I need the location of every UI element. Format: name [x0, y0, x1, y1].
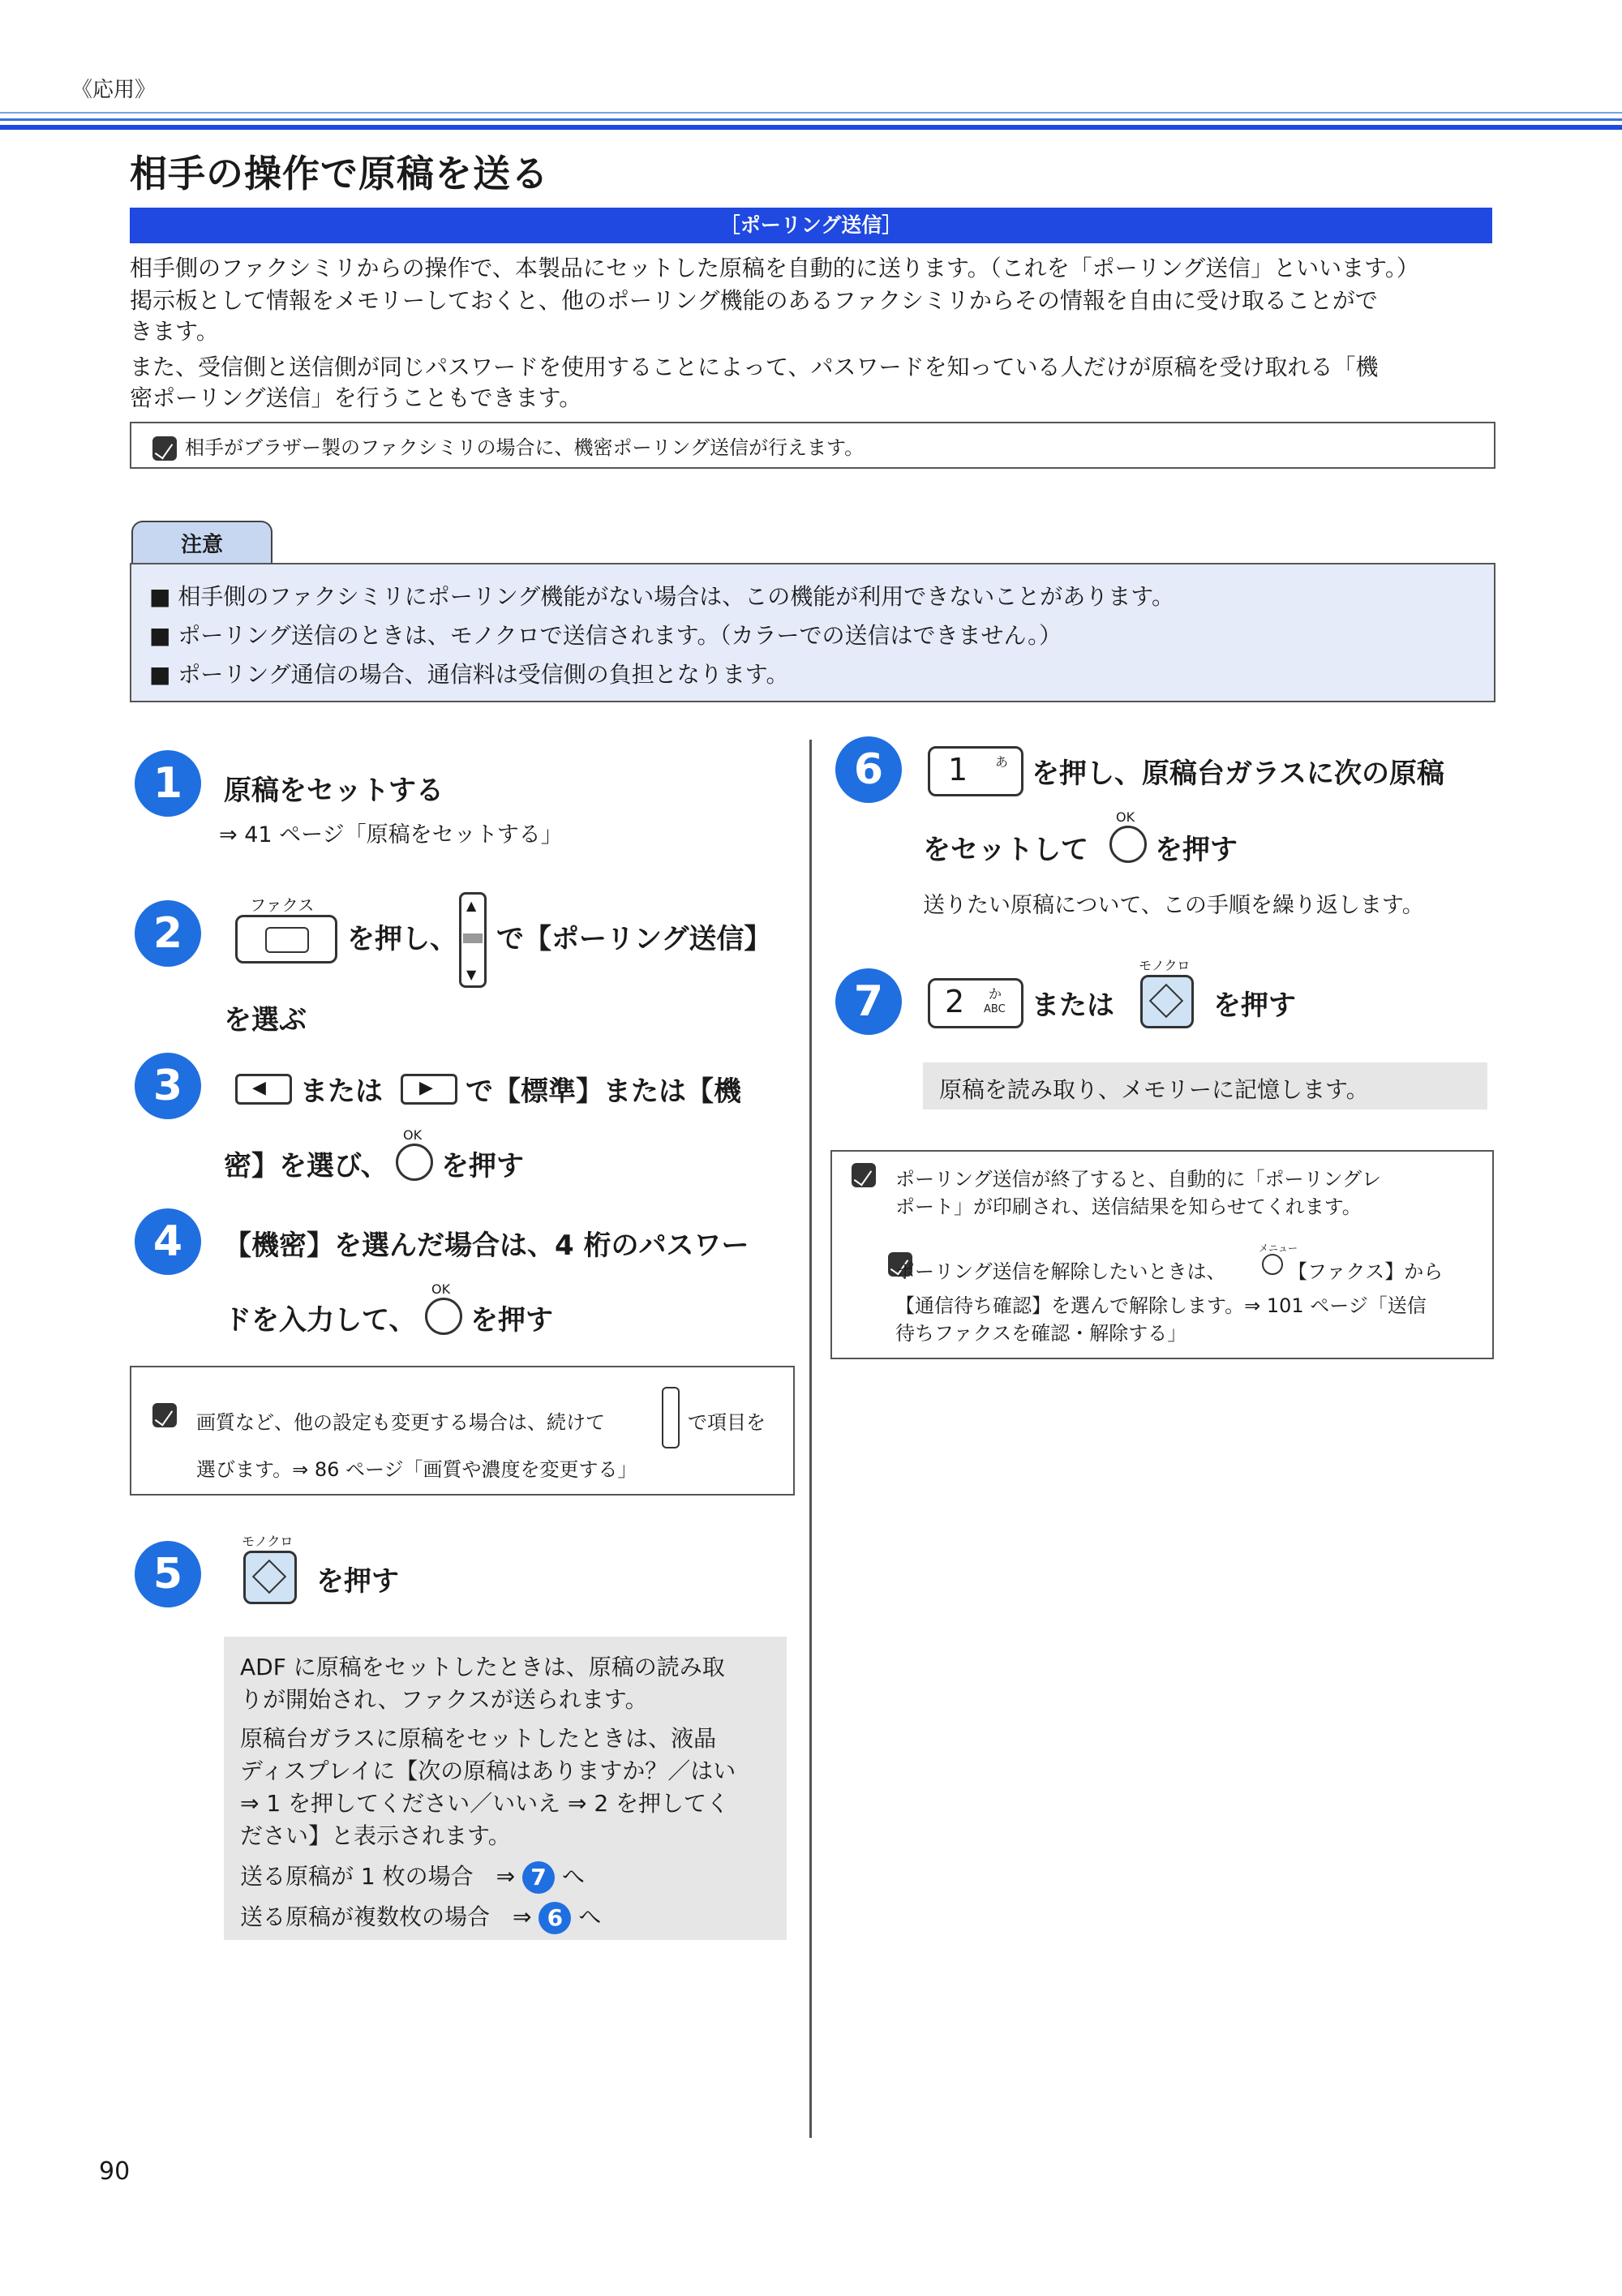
memo-icon	[152, 1403, 177, 1427]
key-1-label: 1	[948, 752, 968, 788]
mono-start-key[interactable]	[243, 1551, 297, 1604]
memo-icon	[152, 436, 177, 461]
key-2-letters: ABC	[984, 1003, 1006, 1015]
section-banner: ［ポーリング送信］	[130, 208, 1492, 243]
step6-text-b: をセットして	[923, 834, 1088, 866]
top-note-text: 相手がブラザー製のファクシミリの場合に、機密ポーリング送信が行えます。	[185, 436, 865, 459]
left-note	[130, 1366, 795, 1496]
up-arrow-icon: ▲	[466, 898, 477, 913]
mono-start-key[interactable]	[1140, 975, 1194, 1028]
key-1-kana: あ	[995, 754, 1009, 770]
right-arrow-icon: ▶	[419, 1078, 433, 1098]
page-title: 相手の操作で原稿を送る	[130, 152, 549, 195]
intro-line-3: きます。	[130, 318, 219, 345]
route-text: 送る原稿が 1 枚の場合 ⇒	[240, 1863, 516, 1890]
step5-info-box	[224, 1637, 787, 1940]
menu-key-caption: メニュー	[1259, 1242, 1298, 1254]
section-label: 《応用》	[71, 78, 157, 102]
memo-icon	[852, 1163, 876, 1187]
caution-tab: 注意	[131, 521, 272, 566]
right-note-line: ポート」が印刷され、送信結果を知らせてくれます。	[895, 1195, 1362, 1218]
fax-key-caption: ファクス	[250, 895, 315, 915]
info-line: ださい】と表示されます。	[240, 1822, 511, 1849]
right-note	[830, 1150, 1494, 1359]
intro-line-5: 密ポーリング送信」を行うこともできます。	[130, 384, 582, 411]
caution-box	[130, 563, 1495, 702]
caution-item: ■ 相手側のファクシミリにポーリング機能がない場合は、この機能が利用できないことがあります。	[149, 583, 1175, 610]
fax-key[interactable]	[235, 915, 337, 963]
key-2-label: 2	[945, 984, 965, 1019]
step1-text: 原稿をセットする	[224, 775, 444, 807]
ok-key[interactable]	[1109, 826, 1147, 863]
key-2-kana: か	[989, 986, 1002, 1002]
step3-text-d: を押す	[441, 1150, 524, 1182]
step1-ref: ⇒ 41 ページ「原稿をセットする」	[219, 822, 563, 848]
left-note-text-b: で項目を	[688, 1411, 766, 1434]
header-rule-thick	[0, 125, 1622, 130]
right-note-line: ポーリング送信を解除したいときは、	[895, 1260, 1226, 1283]
menu-key	[1262, 1254, 1283, 1275]
key-1[interactable]	[928, 746, 1023, 796]
updown-key[interactable]	[459, 892, 487, 988]
intro-line-2: 掲示板として情報をメモリーしておくと、他のポーリング機能のあるファクシミリからその情報を自由に受け取ることがで	[130, 287, 1378, 314]
key-grip	[463, 933, 483, 943]
right-note-line: 【ファクス】から	[1288, 1260, 1444, 1283]
step7-info-box	[923, 1062, 1487, 1109]
step-ref-6[interactable]: 6	[539, 1902, 571, 1934]
ok-key[interactable]	[396, 1144, 433, 1181]
step-number-7: 7	[835, 968, 902, 1035]
right-note-line: ポーリング送信が終了すると、自動的に「ポーリングレ	[895, 1168, 1382, 1191]
ok-key[interactable]	[425, 1298, 462, 1335]
right-note-line: 待ちファクスを確認・解除する」	[895, 1322, 1187, 1345]
info-line	[240, 1859, 585, 1894]
page-number: 90	[99, 2157, 131, 2186]
step6-text-c: を押す	[1155, 834, 1238, 866]
info-line: りが開始され、ファクスが送られます。	[240, 1686, 648, 1713]
caution-item: ■ ポーリング送信のときは、モノクロで送信されます。（カラーでの送信はできません。）	[149, 622, 1062, 649]
step4-text-a: 【機密】を選んだ場合は、4 桁のパスワー	[224, 1230, 749, 1262]
left-note-text-a: 画質など、他の設定も変更する場合は、続けて	[196, 1411, 605, 1434]
step2-text-a: を押し、	[347, 923, 457, 955]
route-text: 送る原稿が複数枚の場合 ⇒	[240, 1903, 532, 1930]
step-number-3: 3	[135, 1053, 201, 1119]
step7-or: または	[1032, 989, 1114, 1022]
caution-item: ■ ポーリング通信の場合、通信料は受信側の負担となります。	[149, 661, 789, 688]
step-number-2: 2	[135, 900, 201, 967]
route-suffix: へ	[561, 1863, 585, 1890]
info-line: 原稿台ガラスに原稿をセットしたときは、液晶	[240, 1725, 717, 1752]
ok-caption: OK	[1116, 809, 1135, 825]
left-arrow-icon: ◀	[252, 1078, 266, 1098]
step-number-5: 5	[135, 1541, 201, 1607]
left-note-text-c: 選びます。⇒ 86 ページ「画質や濃度を変更する」	[196, 1458, 637, 1481]
step6-sub: 送りたい原稿について、この手順を繰り返します。	[923, 893, 1424, 918]
intro-line-1: 相手側のファクシミリからの操作で、本製品にセットした原稿を自動的に送ります。（これを「ポーリング送信」といいます。）	[130, 255, 1419, 281]
step-number-6: 6	[835, 736, 902, 803]
step-number-4: 4	[135, 1208, 201, 1275]
start-diamond-icon	[252, 1560, 286, 1594]
ok-caption: OK	[403, 1127, 423, 1143]
right-key[interactable]	[401, 1074, 457, 1105]
step2-text-b: で【ポーリング送信】	[496, 923, 772, 955]
step6-text-a: を押し、原稿台ガラスに次の原稿	[1032, 757, 1444, 790]
route-suffix: へ	[578, 1903, 602, 1930]
start-diamond-icon	[1149, 984, 1183, 1018]
ok-caption: OK	[431, 1281, 451, 1297]
mono-key-caption: モノクロ	[242, 1534, 294, 1549]
column-divider	[809, 740, 812, 2138]
step7-text: を押す	[1213, 989, 1296, 1022]
header-rule-mid	[0, 118, 1622, 121]
fax-machine-icon	[265, 927, 309, 953]
info-line: ⇒ 1 を押してください／いいえ ⇒ 2 を押してく	[240, 1790, 730, 1817]
step7-sub: 原稿を読み取り、メモリーに記憶します。	[939, 1076, 1369, 1103]
key-2[interactable]	[928, 978, 1023, 1028]
step-number-1: 1	[135, 750, 201, 817]
step4-text-b: ドを入力して、	[224, 1304, 417, 1337]
info-line: ADF に原稿をセットしたときは、原稿の読み取	[240, 1654, 725, 1680]
mono-key-caption: モノクロ	[1139, 958, 1191, 973]
updown-key	[662, 1387, 680, 1448]
info-line	[240, 1899, 601, 1934]
step3-or: または	[300, 1075, 383, 1108]
right-note-line: 【通信待ち確認】を選んで解除します。⇒ 101 ページ「送信	[895, 1294, 1427, 1317]
info-line: ディスプレイに【次の原稿はありますか？／はい	[240, 1757, 736, 1784]
step4-text-c: を押す	[470, 1304, 553, 1337]
down-arrow-icon: ▼	[466, 967, 477, 982]
step5-text: を押す	[316, 1565, 399, 1598]
step3-text-b: で【標準】または【機	[466, 1075, 741, 1108]
header-rule-thin	[0, 112, 1622, 114]
intro-line-4: また、受信側と送信側が同じパスワードを使用することによって、パスワードを知っている人だけが原稿を受け取れる「機	[130, 354, 1379, 380]
step2-text-c: を選ぶ	[224, 1004, 307, 1036]
left-key[interactable]	[235, 1074, 292, 1105]
step3-text-c: 密】を選び、	[224, 1150, 388, 1182]
step-ref-7[interactable]: 7	[522, 1861, 555, 1894]
top-note	[130, 422, 1495, 469]
